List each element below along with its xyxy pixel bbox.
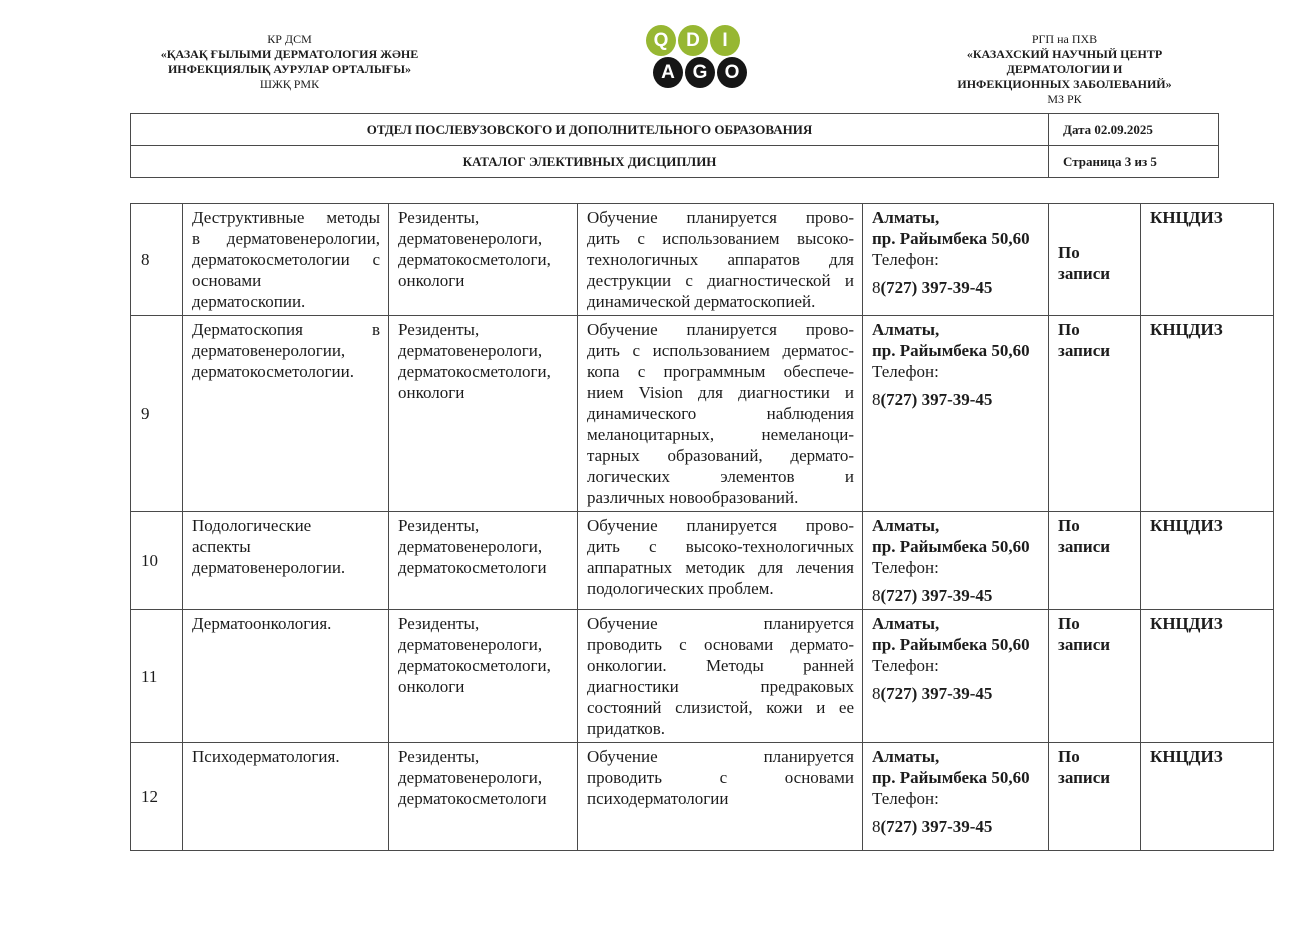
- org-cell: КНЦДИЗ: [1141, 610, 1274, 743]
- phone-number: (727) 397-39-45: [880, 278, 993, 297]
- text-line: Подологические: [192, 516, 312, 535]
- right-org-block: [882, 32, 1247, 107]
- discipline-name-cell: [183, 610, 389, 743]
- contact-street: пр. Райымбека 50,60: [872, 341, 1030, 360]
- contact-street: пр. Райымбека 50,60: [872, 537, 1030, 556]
- text-line: Обучение планируется прово-: [587, 320, 854, 339]
- text-line: логических элементов и: [587, 467, 854, 486]
- text-line: записи: [1058, 635, 1111, 654]
- audience-cell: [389, 512, 578, 610]
- text-line: дить с использованием высоко-: [587, 229, 854, 248]
- text-line: По: [1058, 747, 1080, 766]
- text-line: дерматокосметологи,: [398, 362, 551, 381]
- org-cell: КНЦДИЗ: [1141, 512, 1274, 610]
- row-number-cell: 9: [131, 316, 183, 512]
- text-line: диагностики предраковых: [587, 677, 854, 696]
- text-line: записи: [1058, 264, 1111, 283]
- text-line: состояний слизистой, кожи и ее: [587, 698, 854, 717]
- text-line: психодерматологии: [587, 789, 729, 808]
- discipline-name-cell: [183, 204, 389, 316]
- text-line: проводить с основами дермато-: [587, 635, 854, 654]
- text-line: дерматокосметологи,: [398, 250, 551, 269]
- contact-street: пр. Райымбека 50,60: [872, 635, 1030, 654]
- text-line: копа с программным обеспече-: [587, 362, 854, 381]
- logo-letter-g-icon: G: [685, 57, 715, 88]
- text-line: По: [1058, 516, 1080, 535]
- phone-number: (727) 397-39-45: [880, 586, 993, 605]
- phone-label: Телефон:: [872, 362, 939, 381]
- logo-letter-o-icon: O: [717, 57, 747, 88]
- contact-cell: [863, 610, 1049, 743]
- text-line: записи: [1058, 537, 1111, 556]
- phone-line: [872, 683, 1040, 704]
- discipline-name-cell: [183, 743, 389, 851]
- phone-line: [872, 816, 1040, 837]
- text-line: меланоцитарных, немеланоци-: [587, 425, 854, 444]
- catalog-title: КАТАЛОГ ЭЛЕКТИВНЫХ ДИСЦИПЛИН: [131, 146, 1049, 178]
- contact-city: Алматы,: [872, 516, 940, 535]
- row-number-cell: 8: [131, 204, 183, 316]
- qdi-ago-logo: [646, 25, 749, 88]
- text-line: Психодерматология.: [192, 747, 340, 766]
- text-line: Резиденты,: [398, 614, 480, 633]
- text-line: Резиденты,: [398, 208, 480, 227]
- left-org-jurisdiction: КР ДСМ: [267, 32, 312, 46]
- header-row-catalog: [131, 146, 1219, 178]
- header-row-department: [131, 114, 1219, 146]
- phone-label: Телефон:: [872, 789, 939, 808]
- text-line: аппаратных методик для лечения: [587, 558, 854, 577]
- text-line: дерматокосметологи,: [398, 656, 551, 675]
- description-cell: [578, 610, 863, 743]
- logo-letter-i-icon: I: [710, 25, 740, 56]
- text-line: деструкции с диагностической и: [587, 271, 854, 290]
- discipline-name-cell: [183, 316, 389, 512]
- text-line: дерматовенерологии.: [192, 558, 346, 577]
- text-line: проводить с основами: [587, 768, 854, 787]
- phone-prefix: 8: [872, 390, 881, 409]
- schedule-cell: [1049, 512, 1141, 610]
- logo-letter-q-icon: Q: [646, 25, 676, 56]
- org-cell: КНЦДИЗ: [1141, 743, 1274, 851]
- text-line: дерматокосметологии.: [192, 362, 354, 381]
- text-line: дить с использованием дерматос-: [587, 341, 854, 360]
- elective-disciplines-table: [130, 203, 1274, 851]
- left-org-name-line-1: «ҚАЗАҚ ҒЫЛЫМИ ДЕРМАТОЛОГИЯ ЖӘНЕ: [160, 47, 419, 61]
- text-line: различных новообразований.: [587, 488, 799, 507]
- logo-letter-d-icon: D: [678, 25, 708, 56]
- text-line: записи: [1058, 768, 1111, 787]
- phone-prefix: 8: [872, 684, 881, 703]
- phone-prefix: 8: [872, 278, 881, 297]
- catalog-row: [131, 512, 1274, 610]
- contact-cell: [863, 204, 1049, 316]
- logo-row-qdi: [646, 25, 749, 56]
- text-line: онкологии. Методы ранней: [587, 656, 854, 675]
- schedule-cell: [1049, 610, 1141, 743]
- phone-prefix: 8: [872, 817, 881, 836]
- right-org-name-line-2: ДЕРМАТОЛОГИИ И: [1006, 62, 1123, 76]
- left-org-name-line-2: ИНФЕКЦИЯЛЫҚ АУРУЛАР ОРТАЛЫҒЫ»: [167, 62, 412, 76]
- text-line: аспекты: [192, 537, 251, 556]
- text-line: дерматовенерологи,: [398, 635, 543, 654]
- logo-row-ago: [653, 57, 749, 88]
- contact-street: пр. Райымбека 50,60: [872, 768, 1030, 787]
- text-line: дерматокосметологи: [398, 558, 547, 577]
- text-line: По: [1058, 243, 1080, 262]
- phone-label: Телефон:: [872, 250, 939, 269]
- phone-prefix: 8: [872, 586, 881, 605]
- text-line: в дерматовенерологии,: [192, 229, 380, 248]
- text-line: дерматовенерологи,: [398, 537, 543, 556]
- catalog-row: [131, 743, 1274, 851]
- org-cell: КНЦДИЗ: [1141, 316, 1274, 512]
- description-cell: [578, 316, 863, 512]
- text-line: технологичных аппаратов для: [587, 250, 854, 269]
- phone-number: (727) 397-39-45: [880, 684, 993, 703]
- catalog-row: [131, 610, 1274, 743]
- text-line: Деструктивные методы: [192, 208, 380, 227]
- audience-cell: [389, 610, 578, 743]
- text-line: Обучение планируется прово-: [587, 208, 854, 227]
- description-cell: [578, 512, 863, 610]
- phone-label: Телефон:: [872, 656, 939, 675]
- text-line: онкологи: [398, 271, 465, 290]
- audience-cell: [389, 316, 578, 512]
- text-line: дерматоскопии.: [192, 292, 306, 311]
- text-line: Дерматоскопия в: [192, 320, 380, 339]
- catalog-row: [131, 316, 1274, 512]
- right-org-jurisdiction: МЗ РК: [1047, 92, 1082, 106]
- row-number-cell: 11: [131, 610, 183, 743]
- schedule-cell: [1049, 204, 1141, 316]
- catalog-table-body: [131, 204, 1274, 851]
- contact-city: Алматы,: [872, 208, 940, 227]
- left-org-block: [112, 32, 467, 92]
- text-line: динамической дерматоскопией.: [587, 292, 816, 311]
- text-line: онкологи: [398, 383, 465, 402]
- text-line: записи: [1058, 341, 1111, 360]
- text-line: дерматокосметологии с: [192, 250, 380, 269]
- contact-street: пр. Райымбека 50,60: [872, 229, 1030, 248]
- right-org-form: РГП на ПХВ: [1031, 32, 1098, 46]
- text-line: динамического наблюдения: [587, 404, 854, 423]
- phone-line: [872, 277, 1040, 298]
- description-cell: [578, 743, 863, 851]
- text-line: дерматовенерологии,: [192, 341, 346, 360]
- text-line: онкологи: [398, 677, 465, 696]
- contact-cell: [863, 512, 1049, 610]
- row-number-cell: 10: [131, 512, 183, 610]
- logo-letter-a-icon: A: [653, 57, 683, 88]
- text-line: Дерматоонкология.: [192, 614, 332, 633]
- text-line: Обучение планируется прово-: [587, 516, 854, 535]
- schedule-cell: [1049, 316, 1141, 512]
- phone-number: (727) 397-39-45: [880, 390, 993, 409]
- department-title: ОТДЕЛ ПОСЛЕВУЗОВСКОГО И ДОПОЛНИТЕЛЬНОГО ОБРАЗОВАНИЯ: [131, 114, 1049, 146]
- schedule-cell: [1049, 743, 1141, 851]
- org-cell: КНЦДИЗ: [1141, 204, 1274, 316]
- audience-cell: [389, 204, 578, 316]
- text-line: дерматовенерологи,: [398, 768, 543, 787]
- text-line: дить с высоко-технологичных: [587, 537, 854, 556]
- document-date: Дата 02.09.2025: [1049, 114, 1219, 146]
- text-line: дерматовенерологи,: [398, 341, 543, 360]
- text-line: основами: [192, 271, 262, 290]
- page-indicator: Страница 3 из 5: [1049, 146, 1219, 178]
- phone-label: Телефон:: [872, 558, 939, 577]
- contact-cell: [863, 316, 1049, 512]
- description-cell: [578, 204, 863, 316]
- text-line: нием Vision для диагностики и: [587, 383, 854, 402]
- text-line: Резиденты,: [398, 747, 480, 766]
- text-line: Обучение планируется: [587, 747, 854, 766]
- contact-city: Алматы,: [872, 614, 940, 633]
- audience-cell: [389, 743, 578, 851]
- right-org-name-line-1: «КАЗАХСКИЙ НАУЧНЫЙ ЦЕНТР: [966, 47, 1163, 61]
- text-line: дерматокосметологи: [398, 789, 547, 808]
- text-line: придатков.: [587, 719, 666, 738]
- phone-line: [872, 389, 1040, 410]
- document-header-table: [130, 113, 1219, 178]
- contact-city: Алматы,: [872, 320, 940, 339]
- text-line: тарных образований, дермато-: [587, 446, 854, 465]
- text-line: По: [1058, 320, 1080, 339]
- contact-city: Алматы,: [872, 747, 940, 766]
- text-line: Резиденты,: [398, 320, 480, 339]
- text-line: дерматовенерологи,: [398, 229, 543, 248]
- phone-line: [872, 585, 1040, 606]
- discipline-name-cell: [183, 512, 389, 610]
- right-org-name-line-3: ИНФЕКЦИОННЫХ ЗАБОЛЕВАНИЙ»: [957, 77, 1172, 91]
- text-line: Резиденты,: [398, 516, 480, 535]
- catalog-row: [131, 204, 1274, 316]
- left-org-form: ШЖҚ РМК: [259, 77, 320, 91]
- phone-number: (727) 397-39-45: [880, 817, 993, 836]
- row-number-cell: 12: [131, 743, 183, 851]
- text-line: По: [1058, 614, 1080, 633]
- text-line: подологических проблем.: [587, 579, 774, 598]
- text-line: Обучение планируется: [587, 614, 854, 633]
- contact-cell: [863, 743, 1049, 851]
